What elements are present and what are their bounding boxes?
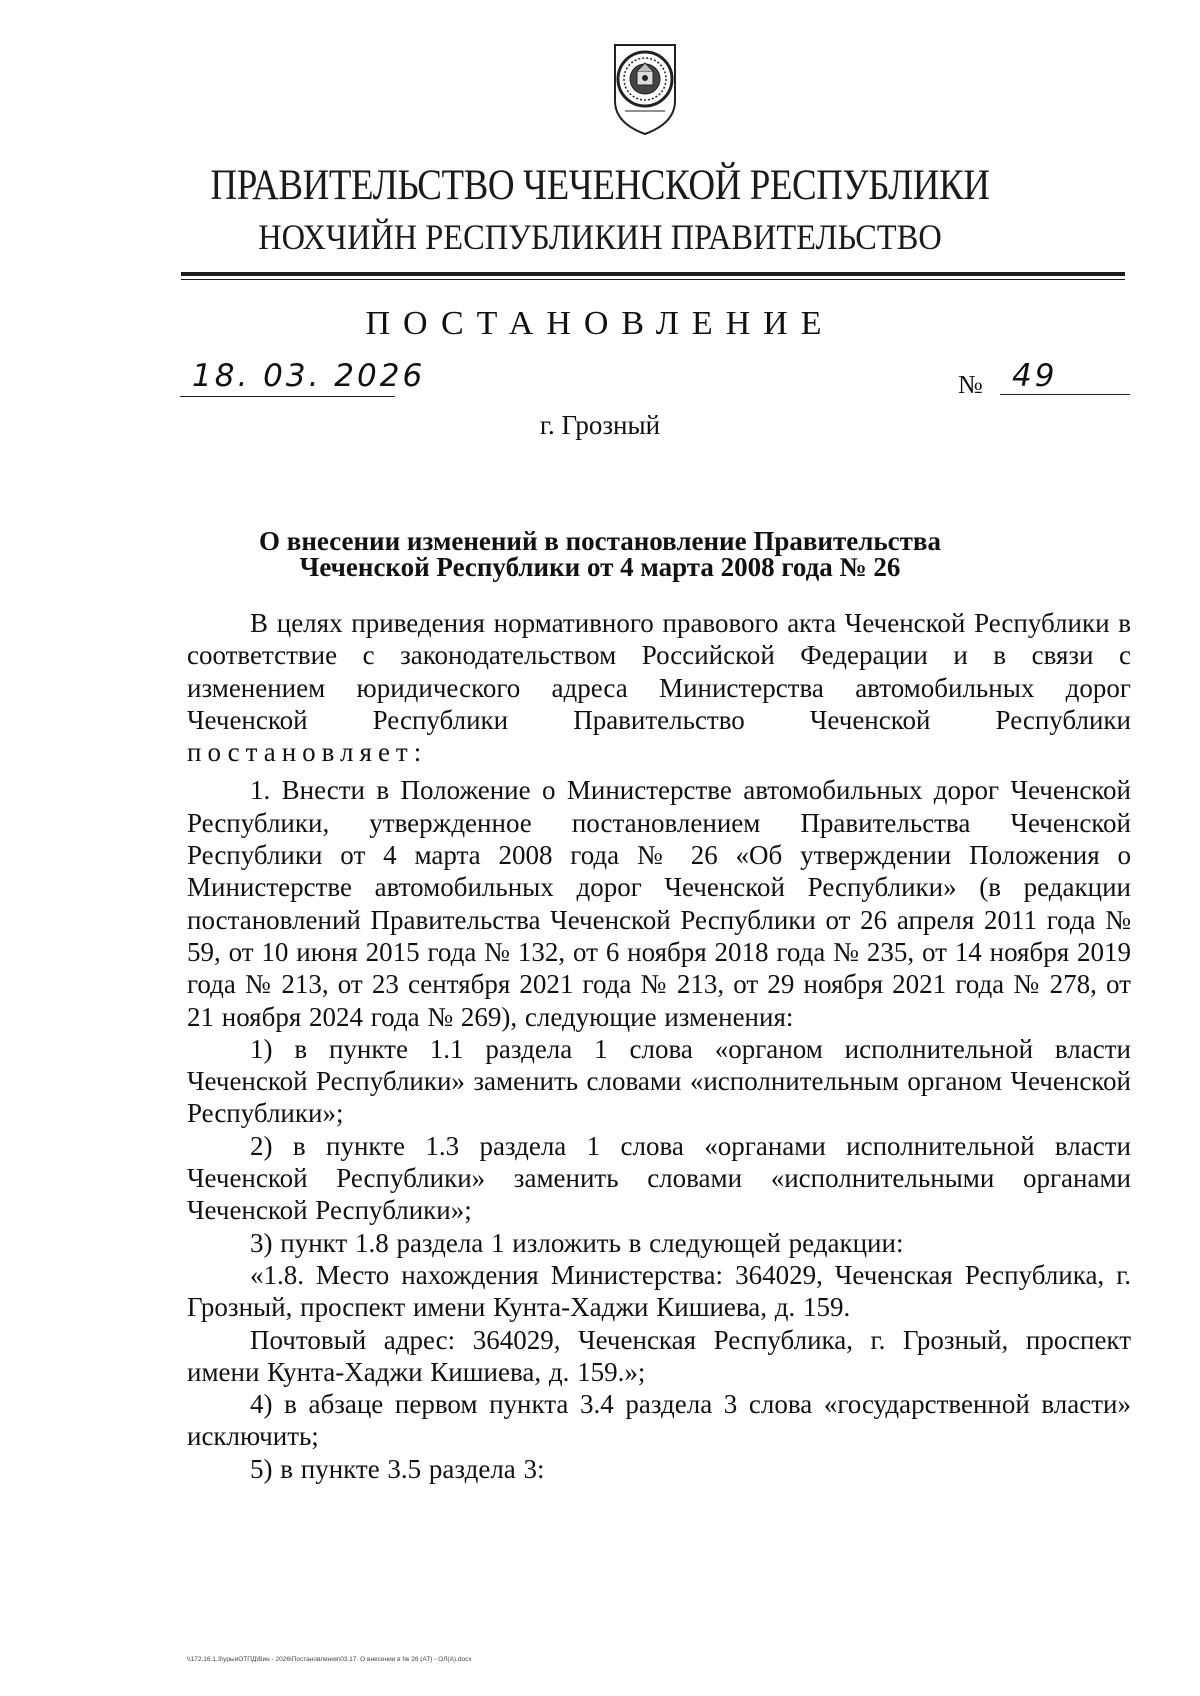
org-name-ru: ПРАВИТЕЛЬСТВО ЧЕЧЕНСКОЙ РЕСПУБЛИКИ (210, 162, 990, 209)
decides-text: постановляет: (187, 737, 428, 768)
item-1: 1) в пункте 1.1 раздела 1 слова «органом исполнительной власти Чеченской Республики» заменить словами «исполнительным органом Чеченской Республики»; (187, 1033, 1131, 1129)
coat-of-arms-icon (611, 41, 679, 137)
file-path-footer: \\172.16.1.3\урыиОТПД\Вин - 2026\Постановления\03.17. О внесении в № 26 (АТ) - ОЛ(А).docx (187, 1656, 472, 1663)
document-body (187, 607, 1131, 1485)
item-3-quote-2: Почтовый адрес: 364029, Чеченская Республика, г. Грозный, проспект имени Кунта-Хаджи Кишиева, д. 159.»; (187, 1324, 1131, 1387)
org-name-ce: НОХЧИЙН РЕСПУБЛИКИН ПРАВИТЕЛЬСТВО (258, 217, 942, 257)
document-title-line-1: О внесении изменений в постановление Правительства (259, 526, 941, 556)
item-2: 2) в пункте 1.3 раздела 1 слова «органами исполнительной власти Чеченской Республики» заменить словами «исполнительными органами Чеченской Республики»; (187, 1130, 1131, 1226)
city: г. Грозный (539, 410, 661, 440)
preamble-paragraph (187, 607, 1131, 768)
item-4: 4) в абзаце первом пункта 3.4 раздела 3 слова «государственной власти» исключить; (187, 1389, 1131, 1452)
item-5: 5) в пункте 3.5 раздела 3: (250, 1453, 545, 1484)
item-3-quote-1: «1.8. Место нахождения Министерства: 364029, Чеченская Республика, г. Грозный, проспект имени Кунта-Хаджи Кишиева, д. 159. (187, 1259, 1131, 1323)
preamble-text: В целях приведения нормативного правового акта Чеченской Республики в соответствие с законодательством Российской Федерации и в связи с изменением юридического адреса Министерства автомобильных дорог Чеченской Республики Правительство Чеченской Республики (187, 608, 1131, 735)
header-rule-thick (181, 272, 1125, 276)
item-3: 3) пункт 1.8 раздела 1 изложить в следующей редакции: (250, 1227, 904, 1258)
header-rule-thin (181, 279, 1125, 280)
document-title-line-2: Чеченской Республики от 4 марта 2008 года № 26 (299, 552, 901, 582)
number-label: № (958, 370, 983, 399)
document-type: ПОСТАНОВЛЕНИЕ (365, 305, 835, 342)
document-date: 18. 03. 2026 (180, 358, 395, 397)
document-number: 49 (1000, 358, 1130, 395)
paragraph-1: 1. Внести в Положение о Министерстве автомобильных дорог Чеченской Республики, утвержденное постановлением Правительства Чеченской Республики от 4 марта 2008 года № 26 «Об утверждении Положения о Министерстве автомобильных дорог Чеченской Республики» (в редакции постановлений Правительства Чеченской Республики от 26 апреля 2011 года № 59, от 10 июня 2015 года № 132, от 6 ноября 2018 года № 235, от 14 ноября 2019 года № 213, от 23 сентября 2021 года № 213, от 29 ноября 2021 года № 278, от 21 ноября 2024 года № 269), следующие изменения: (187, 775, 1131, 1032)
